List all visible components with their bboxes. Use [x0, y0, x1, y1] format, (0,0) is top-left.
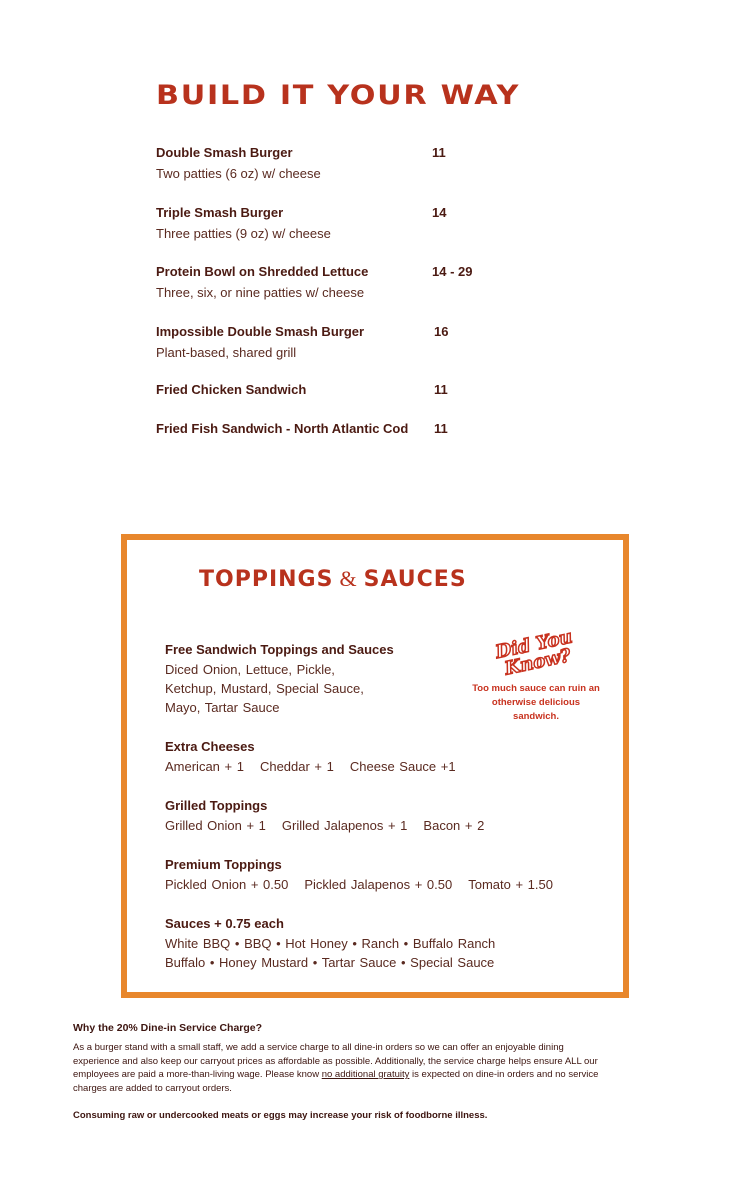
did-you-know-text-1: Too much sauce can ruin an: [472, 683, 600, 694]
section-heading: Sauces + 0.75 each: [165, 916, 284, 931]
extra-cheeses-section: [165, 739, 472, 774]
menu-item-name: Impossible Double Smash Burger: [156, 324, 365, 339]
option: American + 1: [165, 759, 244, 774]
option: Pickled Onion + 0.50: [165, 877, 289, 892]
menu-item-description: Plant-based, shared grill: [156, 345, 297, 360]
menu-item: [156, 145, 321, 181]
section-options: [165, 759, 472, 774]
sauces-section: [165, 916, 495, 970]
grilled-toppings-section: [165, 798, 500, 833]
section-heading: Premium Toppings: [165, 857, 282, 872]
menu-item-price: 14: [432, 205, 447, 220]
menu-item-price: 16: [434, 324, 449, 339]
option: Cheddar + 1: [259, 759, 334, 774]
toppings-title-b: SAUCES: [363, 567, 467, 592]
section-options: [165, 818, 500, 833]
menu-title: BUILD IT YOUR WAY: [156, 80, 521, 111]
section-line: Buffalo • Honey Mustard • Tartar Sauce • Special Sauce: [165, 955, 495, 970]
section-heading: Free Sandwich Toppings and Sauces: [165, 642, 394, 657]
menu-item-price: 11: [434, 382, 448, 397]
did-you-know-callout: [471, 626, 601, 724]
menu-item: [156, 205, 331, 241]
option: Tomato + 1.50: [468, 877, 553, 892]
did-you-know-text-2: otherwise delicious sandwich.: [491, 697, 581, 722]
menu-item: [156, 421, 408, 436]
menu-item-description: Three, six, or nine patties w/ cheese: [156, 285, 365, 300]
menu-item-name: Fried Chicken Sandwich: [156, 382, 307, 397]
toppings-title-amp: &: [339, 566, 358, 591]
section-line: Ketchup, Mustard, Special Sauce,: [165, 681, 364, 696]
option: Pickled Jalapenos + 0.50: [304, 877, 453, 892]
menu-item: [156, 264, 368, 300]
menu-item-name: Fried Fish Sandwich - North Atlantic Cod: [156, 421, 409, 436]
menu-item-price: 11: [434, 421, 448, 436]
toppings-title: [199, 566, 467, 592]
did-you-know-logo: Did You Know?: [493, 626, 575, 680]
menu-item-name: Protein Bowl on Shredded Lettuce: [156, 264, 369, 279]
option: Cheese Sauce +1: [349, 759, 456, 774]
section-heading: Grilled Toppings: [165, 798, 268, 813]
footer-body-text-1: As a burger stand with a small staff, we add a service charge to all dine-in orders so we can offer an enjoyable dining experience and also keep our carryout prices as affordable as possible. Additionally, the service charge helps ensure ALL our employees are paid a more-than-living wage. Please know: [73, 1042, 598, 1080]
service-charge-note: [73, 1022, 603, 1095]
section-line: White BBQ • BBQ • Hot Honey • Ranch • Buffalo Ranch: [165, 936, 496, 951]
food-safety-warning: [73, 1110, 603, 1121]
footer-heading: Why the 20% Dine-in Service Charge?: [73, 1022, 263, 1034]
footer-body-underlined: no additional gratuity: [321, 1069, 410, 1080]
section-heading: Extra Cheeses: [165, 739, 255, 754]
section-options: [165, 877, 569, 892]
toppings-title-a: TOPPINGS: [199, 567, 334, 592]
menu-item: [156, 324, 364, 360]
menu-item-name: Triple Smash Burger: [156, 205, 284, 220]
option: Grilled Jalapenos + 1: [281, 818, 408, 833]
free-toppings-section: [165, 642, 394, 715]
menu-item-description: Two patties (6 oz) w/ cheese: [156, 166, 321, 181]
toppings-sauces-box: [121, 534, 629, 998]
option: Bacon + 2: [423, 818, 485, 833]
premium-toppings-section: [165, 857, 569, 892]
footer-body-text-2: is expected on dine-in orders and no service charges are added to carryout orders.: [73, 1069, 599, 1094]
menu-item-price: 11: [432, 145, 446, 160]
menu-item: [156, 382, 306, 397]
menu-item-description: Three patties (9 oz) w/ cheese: [156, 226, 331, 241]
footer-body: [73, 1041, 603, 1095]
option: Grilled Onion + 1: [165, 818, 266, 833]
menu-item-price: 14 - 29: [432, 264, 473, 279]
section-line: Diced Onion, Lettuce, Pickle,: [165, 662, 335, 677]
section-line: Mayo, Tartar Sauce: [165, 700, 280, 715]
menu-item-name: Double Smash Burger: [156, 145, 293, 160]
footer-warning: Consuming raw or undercooked meats or eggs may increase your risk of foodborne illness.: [73, 1110, 488, 1121]
